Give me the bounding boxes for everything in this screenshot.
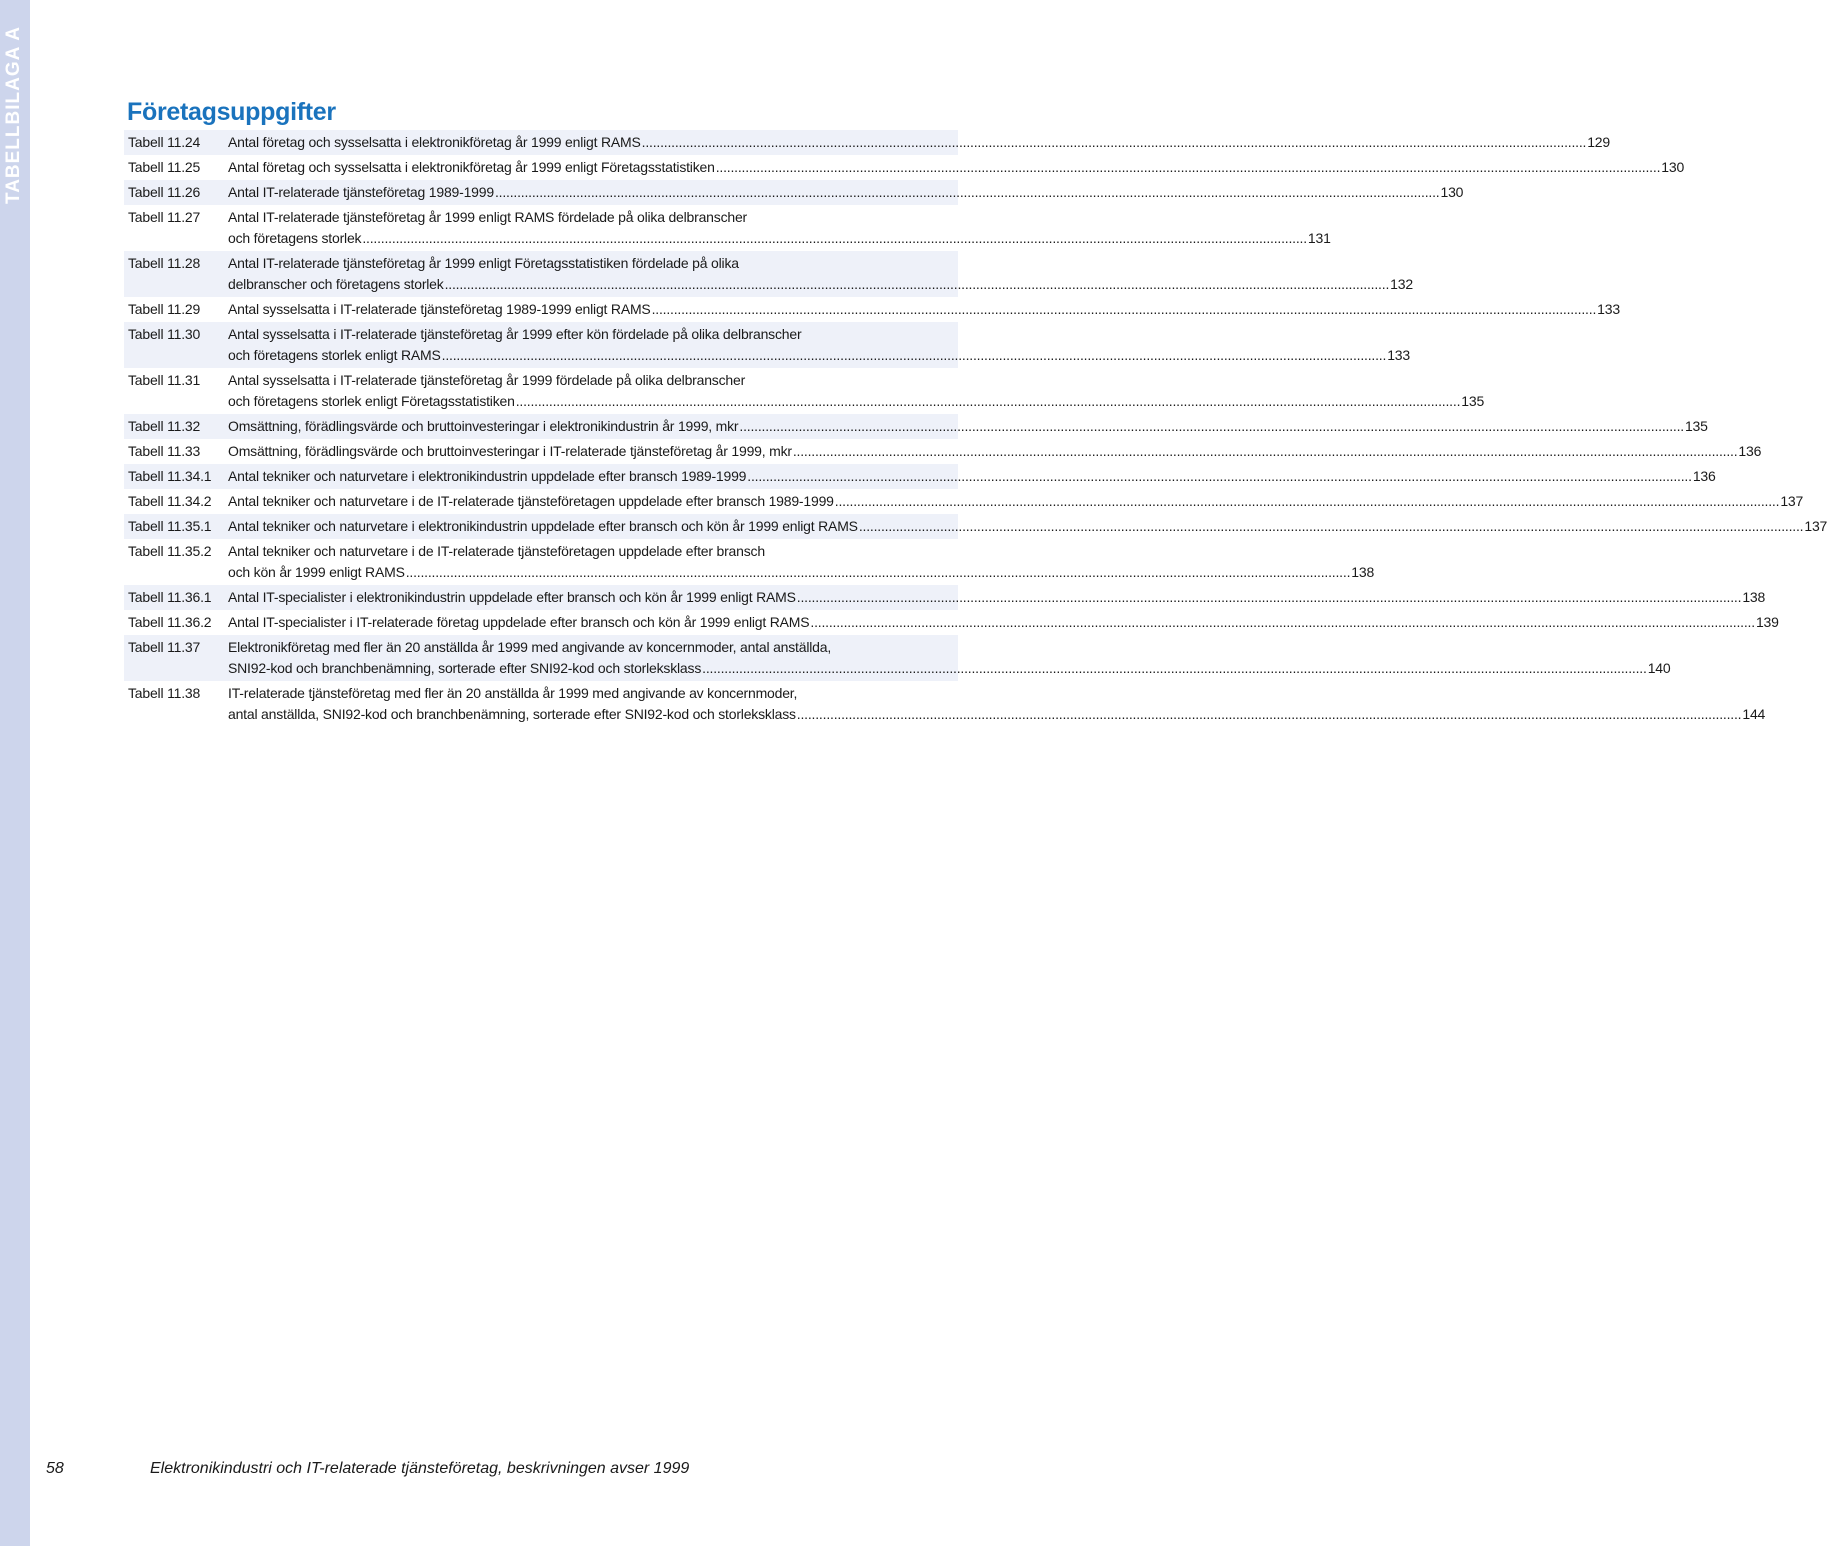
description-line: Antal sysselsatta i IT-relaterade tjänsteföretag år 1999 fördelade på olika delbranscher [228,372,746,388]
table-number: Tabell 11.26 [128,184,201,200]
page-ref[interactable]: 132 [1390,276,1413,292]
dot-leader [642,132,1587,153]
table-description [228,683,1765,725]
page-number: 58 [46,1460,64,1477]
toc-entry[interactable] [124,322,1410,368]
dot-leader [652,299,1597,320]
page-ref[interactable]: 133 [1597,301,1620,317]
description-line: Antal tekniker och naturvetare i de IT-relaterade tjänsteföretagen uppdelade efter bransch 1989-1999 [228,493,834,509]
page-footer [46,1460,689,1478]
page-ref[interactable]: 135 [1684,418,1708,434]
page-ref[interactable]: 137 [1804,518,1827,534]
page-ref[interactable]: 130 [1440,184,1464,200]
description-line: antal anställda, SNI92-kod och branchbenämning, sorterade efter SNI92-kod och storleksklass [228,706,796,722]
toc-entry[interactable] [124,155,1685,180]
toc-entry[interactable] [124,368,1485,414]
description-line: Antal IT-relaterade tjänsteföretag år 1999 enligt RAMS fördelade på olika delbranscher [228,209,748,225]
table-number: Tabell 11.28 [128,255,201,271]
table-description [228,370,1484,412]
toc-entry[interactable] [124,464,1716,489]
dot-leader [747,466,1692,487]
description-line: och företagens storlek [228,230,362,246]
dot-leader [835,491,1780,512]
description-line: Antal tekniker och naturvetare i de IT-relaterade tjänsteföretagen uppdelade efter bransch [228,543,765,559]
description-line: delbranscher och företagens storlek [228,276,444,292]
dot-leader [442,345,1387,366]
toc-entry[interactable] [124,489,1804,514]
page-ref[interactable]: 131 [1307,230,1331,246]
description-line: Antal IT-specialister i IT-relaterade företag uppdelade efter bransch och kön år 1999 enligt RAMS [228,614,810,630]
page-ref[interactable]: 138 [1742,589,1766,605]
dot-leader [810,612,1755,633]
description-line: Antal IT-specialister i elektronikindustrin uppdelade efter bransch och kön år 1999 enligt RAMS [228,589,796,605]
table-number: Tabell 11.29 [128,301,201,317]
table-description [228,182,1463,203]
dot-leader [445,274,1390,295]
table-number: Tabell 11.37 [128,639,201,655]
dot-leader [797,587,1742,608]
description-line: Antal IT-relaterade tjänsteföretag år 1999 enligt Företagsstatistiken fördelade på olika [228,255,739,271]
table-description [228,132,1610,153]
description-line: Antal tekniker och naturvetare i elektronikindustrin uppdelade efter bransch 1989-1999 [228,468,747,484]
dot-leader [859,516,1804,537]
page-ref[interactable]: 136 [1738,443,1762,459]
dot-leader [702,658,1647,679]
page-ref[interactable]: 129 [1587,134,1610,150]
toc-entry[interactable] [124,635,1671,681]
toc-entry[interactable] [124,681,1766,727]
page-ref[interactable]: 137 [1780,493,1804,509]
table-description [228,612,1779,633]
table-description [228,637,1670,679]
table-number: Tabell 11.32 [128,418,201,434]
description-line: Antal sysselsatta i IT-relaterade tjänsteföretag år 1999 efter kön fördelade på olika delbranscher [228,326,802,342]
dot-leader [797,704,1742,725]
page-ref[interactable]: 138 [1351,564,1375,580]
table-number: Tabell 11.36.1 [128,589,212,605]
table-number: Tabell 11.30 [128,326,201,342]
description-line: Antal sysselsatta i IT-relaterade tjänsteföretag 1989-1999 enligt RAMS [228,301,651,317]
table-description [228,207,1331,249]
table-of-contents [124,130,1827,727]
description-line: Elektronikföretag med fler än 20 anställda år 1999 med angivande av koncernmoder, antal anställda, [228,639,832,655]
toc-entry[interactable] [124,205,1331,251]
description-line: Omsättning, förädlingsvärde och bruttoinvesteringar i elektronikindustrin år 1999, mkr [228,418,739,434]
toc-entry[interactable] [124,610,1779,635]
description-line: och företagens storlek enligt Företagsstatistiken [228,393,515,409]
dot-leader [716,157,1661,178]
description-line: Antal IT-relaterade tjänsteföretag 1989-1999 [228,184,494,200]
toc-entry[interactable] [124,414,1708,439]
dot-leader [406,562,1351,583]
page-ref[interactable]: 130 [1661,159,1685,175]
description-line: och företagens storlek enligt RAMS [228,347,441,363]
table-description [228,541,1374,583]
toc-entry[interactable] [124,297,1620,322]
page-ref[interactable]: 144 [1742,706,1766,722]
page-ref[interactable]: 139 [1755,614,1779,630]
table-description [228,587,1765,608]
table-number: Tabell 11.33 [128,443,201,459]
table-description [228,299,1620,320]
table-description [228,324,1410,366]
publication-title: Elektronikindustri och IT-relaterade tjänsteföretag, beskrivningen avser 1999 [150,1460,690,1477]
toc-entry[interactable] [124,130,1610,155]
description-line: Antal tekniker och naturvetare i elektronikindustrin uppdelade efter bransch och kön år 1999 enligt RAMS [228,518,858,534]
table-number: Tabell 11.25 [128,159,201,175]
description-line: Omsättning, förädlingsvärde och bruttoinvesteringar i IT-relaterade tjänsteföretag år 1999, mkr [228,443,792,459]
page-ref[interactable]: 135 [1461,393,1485,409]
description-line: Antal företag och sysselsatta i elektronikföretag år 1999 enligt RAMS [228,134,641,150]
table-number: Tabell 11.35.1 [128,518,212,534]
table-number: Tabell 11.24 [128,134,201,150]
table-number: Tabell 11.36.2 [128,614,212,630]
toc-entry[interactable] [124,539,1375,585]
page-ref[interactable]: 136 [1692,468,1716,484]
description-line: Antal företag och sysselsatta i elektronikföretag år 1999 enligt Företagsstatistiken [228,159,715,175]
table-number: Tabell 11.27 [128,209,201,225]
table-description [228,441,1761,462]
table-number: Tabell 11.34.2 [128,493,212,509]
toc-entry[interactable] [124,439,1762,464]
toc-entry[interactable] [124,514,1827,539]
page-ref[interactable]: 140 [1647,660,1671,676]
table-description [228,491,1803,512]
table-description [228,516,1827,537]
table-number: Tabell 11.31 [128,372,201,388]
description-line: IT-relaterade tjänsteföretag med fler än 20 anställda år 1999 med angivande av koncernmoder, [228,685,798,701]
dot-leader [516,391,1461,412]
table-description [228,466,1716,487]
page-ref[interactable]: 133 [1387,347,1410,363]
toc-entry[interactable] [124,251,1413,297]
dot-leader [495,182,1440,203]
section-title: Företagsuppgifter [127,98,336,126]
description-line: SNI92-kod och branchbenämning, sorterade efter SNI92-kod och storleksklass [228,660,702,676]
table-number: Tabell 11.34.1 [128,468,212,484]
table-number: Tabell 11.35.2 [128,543,212,559]
table-number: Tabell 11.38 [128,685,201,701]
description-line: och kön år 1999 enligt RAMS [228,564,405,580]
table-description [228,416,1708,437]
sidebar-tab: TABELLBILAGA A [0,0,30,1546]
table-description [228,157,1684,178]
table-description [228,253,1413,295]
toc-entry[interactable] [124,180,1464,205]
dot-leader [793,441,1738,462]
dot-leader [362,228,1307,249]
dot-leader [739,416,1684,437]
toc-entry[interactable] [124,585,1766,610]
